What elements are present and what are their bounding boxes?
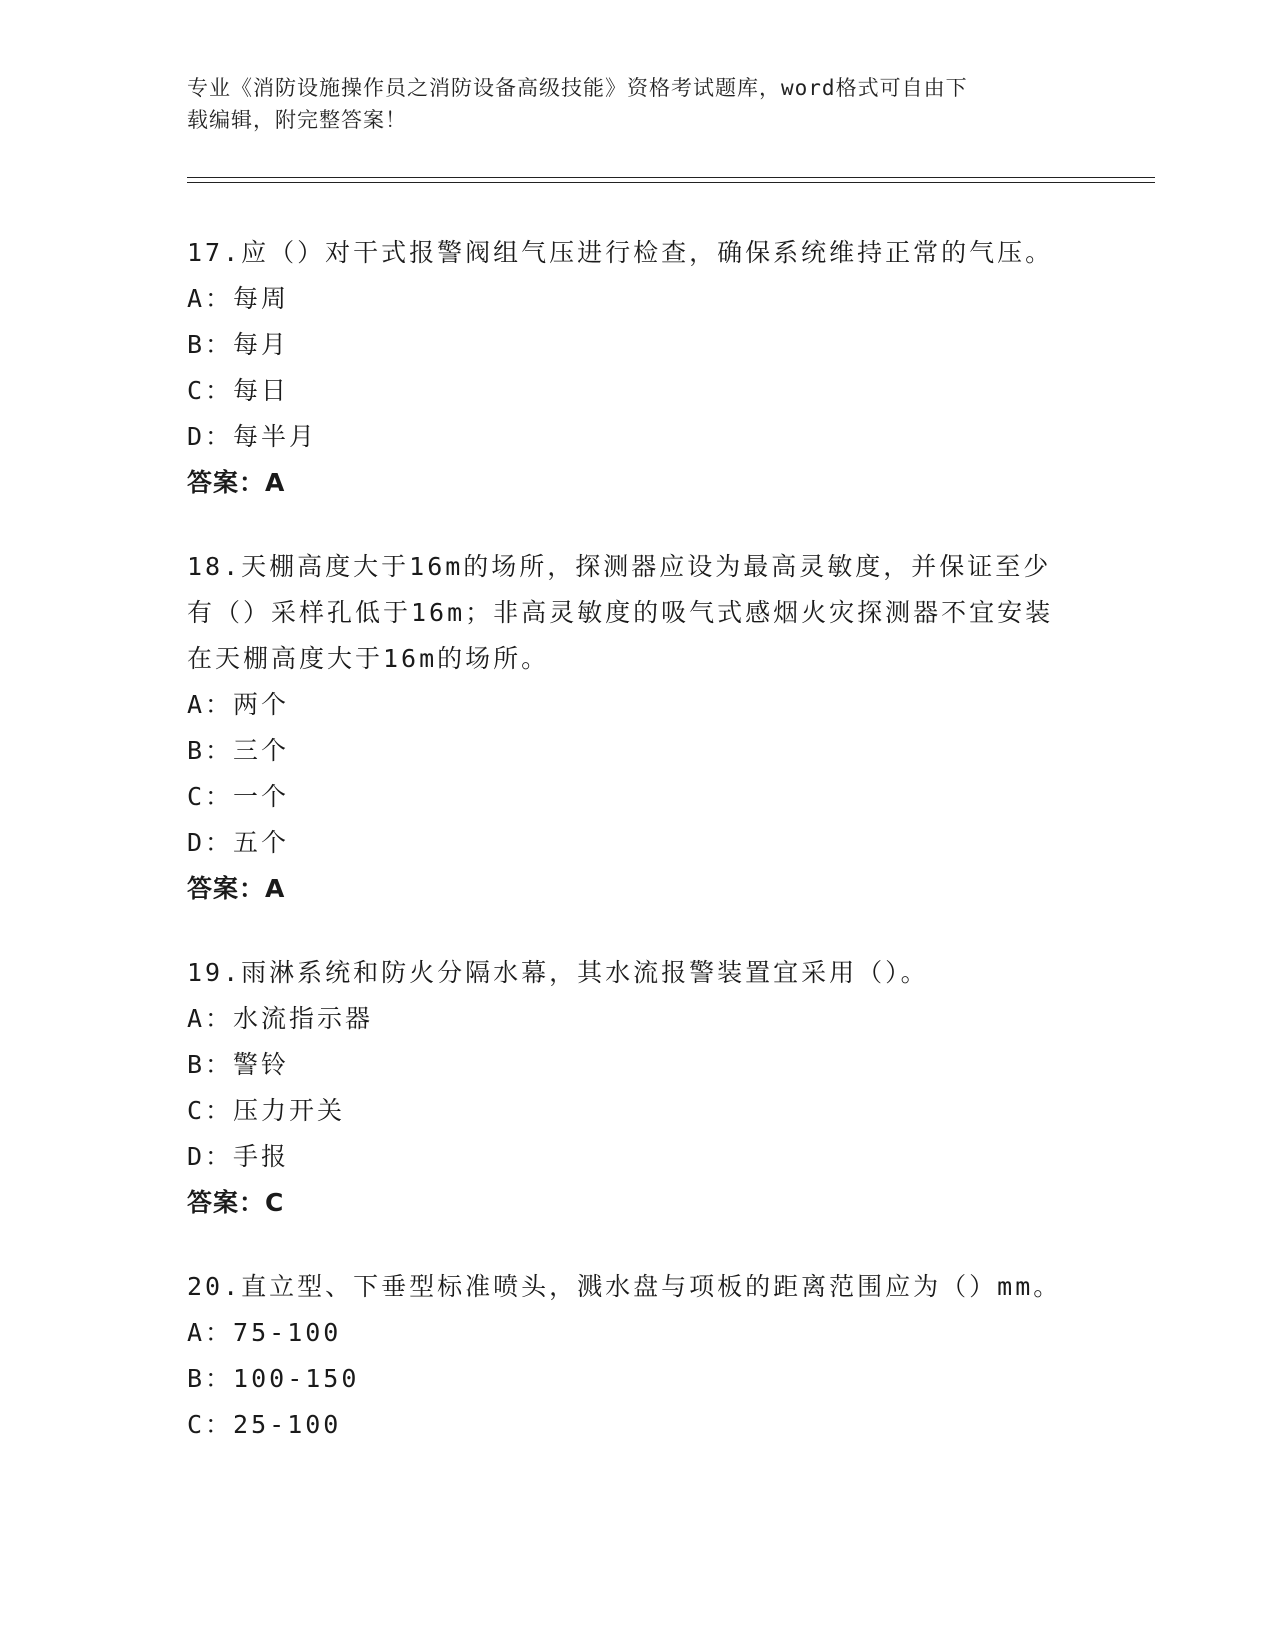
option-c: C：25-100 (187, 1410, 342, 1439)
header-divider-top (187, 177, 1155, 178)
header-line-2: 载编辑，附完整答案！ (187, 108, 407, 132)
question-stem: 20.直立型、下垂型标准喷头，溅水盘与项板的距离范围应为（）mm。 (187, 1272, 1062, 1301)
option-b: B：100-150 (187, 1364, 360, 1393)
question-stem: 19.雨淋系统和防火分隔水幕，其水流报警装置宜采用（）。 (187, 958, 929, 987)
option-b: B：三个 (187, 736, 290, 765)
question-20 (187, 1264, 1087, 1448)
question-list (187, 230, 1087, 1486)
document-header (187, 72, 1067, 136)
question-17 (187, 230, 1087, 506)
option-c: C：每日 (187, 376, 290, 405)
question-stem: 17.应（）对干式报警阀组气压进行检查，确保系统维持正常的气压。 (187, 238, 1054, 267)
question-19 (187, 950, 1087, 1226)
option-b: B：警铃 (187, 1050, 290, 1079)
question-stem-line-2: 有（）采样孔低于16m；非高灵敏度的吸气式感烟火灾探测器不宜安装 (187, 598, 1054, 627)
answer-label: 答案：A (187, 874, 286, 903)
option-a: A：水流指示器 (187, 1004, 374, 1033)
option-c: C：压力开关 (187, 1096, 346, 1125)
header-line-1: 专业《消防设施操作员之消防设备高级技能》资格考试题库，word格式可自由下 (187, 76, 968, 100)
option-a: A：75-100 (187, 1318, 342, 1347)
header-divider-bottom (187, 182, 1155, 183)
option-d: D：每半月 (187, 422, 318, 451)
answer-label: 答案：C (187, 1188, 285, 1217)
option-a: A：两个 (187, 690, 290, 719)
option-c: C：一个 (187, 782, 290, 811)
question-18 (187, 544, 1087, 912)
option-d: D：五个 (187, 828, 290, 857)
option-b: B：每月 (187, 330, 290, 359)
question-stem-line-1: 18.天棚高度大于16m的场所，探测器应设为最高灵敏度，并保证至少 (187, 552, 1052, 581)
question-stem-line-3: 在天棚高度大于16m的场所。 (187, 644, 550, 673)
option-a: A：每周 (187, 284, 290, 313)
answer-label: 答案：A (187, 468, 286, 497)
option-d: D：手报 (187, 1142, 290, 1171)
